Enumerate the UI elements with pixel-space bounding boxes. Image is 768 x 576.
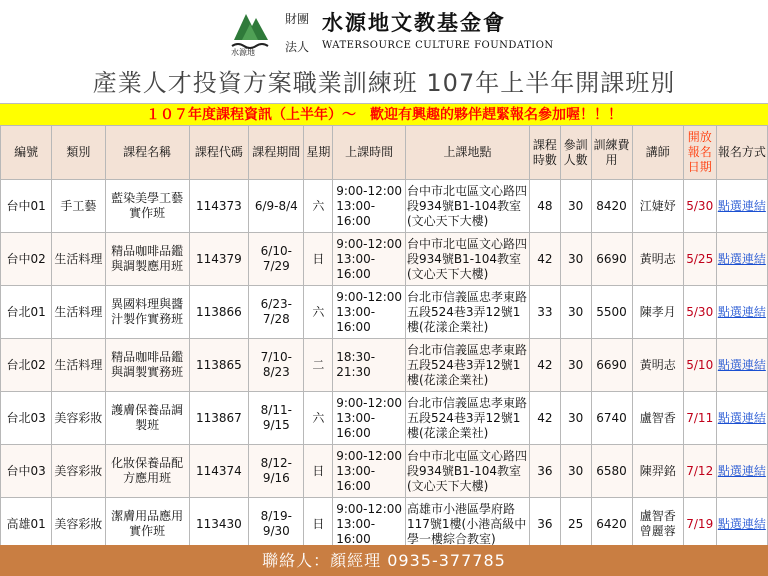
cell-hours: 42: [530, 233, 561, 286]
col-header-open-date: 開放報名日期: [683, 126, 716, 180]
cell-open-date: 5/25: [683, 233, 716, 286]
cell-period: 8/12-9/16: [249, 445, 304, 498]
cell-id: 台北03: [1, 392, 52, 445]
cell-category: 美容彩妝: [52, 445, 105, 498]
cell-teacher: 盧智香: [632, 392, 683, 445]
register-link[interactable]: 點選連結: [717, 463, 766, 478]
announcement-banner: １０７年度課程資訊（上半年）～ 歡迎有興趣的夥伴趕緊報名參加喔！！！: [0, 103, 768, 126]
cell-period: 8/11-9/15: [249, 392, 304, 445]
cell-weekday: 六: [304, 286, 333, 339]
cell-name: 精品咖啡品鑑與調製應用班: [105, 233, 189, 286]
cell-fee: 6740: [591, 392, 632, 445]
cell-hours: 42: [530, 339, 561, 392]
col-header-category: 類別: [52, 126, 105, 180]
cell-register: [716, 233, 767, 286]
cell-seats: 30: [560, 286, 591, 339]
cell-fee: 6420: [591, 498, 632, 551]
col-header-id: 編號: [1, 126, 52, 180]
cell-place: 台中市北屯區文心路四段934號B1-104教室(文心天下大樓): [405, 180, 529, 233]
col-header-fee: 訓練費用: [591, 126, 632, 180]
cell-fee: 8420: [591, 180, 632, 233]
cell-time: 18:30-21:30: [333, 339, 406, 392]
cell-time: 9:00-12:00 13:00-16:00: [333, 233, 406, 286]
table-row: [1, 498, 768, 551]
cell-register: [716, 339, 767, 392]
logo-text: 水源地: [231, 48, 255, 56]
org-label-top: 財團: [285, 12, 310, 26]
cell-id: 台中02: [1, 233, 52, 286]
cell-id: 台中03: [1, 445, 52, 498]
cell-fee: 5500: [591, 286, 632, 339]
cell-code: 113865: [189, 339, 248, 392]
cell-weekday: 六: [304, 392, 333, 445]
cell-period: 8/19-9/30: [249, 498, 304, 551]
cell-teacher: 盧智香 曾麗蓉: [632, 498, 683, 551]
cell-code: 113867: [189, 392, 248, 445]
table-row: [1, 392, 768, 445]
table-row: [1, 339, 768, 392]
cell-id: 高雄01: [1, 498, 52, 551]
cell-fee: 6690: [591, 233, 632, 286]
cell-category: 美容彩妝: [52, 498, 105, 551]
cell-code: 113430: [189, 498, 248, 551]
cell-weekday: 日: [304, 445, 333, 498]
cell-teacher: 江婕妤: [632, 180, 683, 233]
page-title: 產業人才投資方案職業訓練班 107年上半年開課班別: [92, 69, 676, 97]
cell-open-date: 7/19: [683, 498, 716, 551]
col-header-time: 上課時間: [333, 126, 406, 180]
cell-id: 台中01: [1, 180, 52, 233]
cell-weekday: 六: [304, 180, 333, 233]
cell-seats: 30: [560, 445, 591, 498]
cell-code: 114374: [189, 445, 248, 498]
cell-name: 藍染美學工藝實作班: [105, 180, 189, 233]
cell-place: 高雄市小港區學府路117號1樓(小港高級中學一樓綜合教室): [405, 498, 529, 551]
cell-code: 113866: [189, 286, 248, 339]
cell-hours: 36: [530, 498, 561, 551]
cell-hours: 33: [530, 286, 561, 339]
register-link[interactable]: 點選連結: [717, 304, 766, 319]
cell-place: 台中市北屯區文心路四段934號B1-104教室(文心天下大樓): [405, 445, 529, 498]
cell-teacher: 黃明志: [632, 339, 683, 392]
register-link[interactable]: 點選連結: [717, 516, 766, 531]
cell-time: 9:00-12:00 13:00-16:00: [333, 286, 406, 339]
table-header-row: [1, 126, 768, 180]
col-header-teacher: 講師: [632, 126, 683, 180]
col-header-register: 報名方式: [716, 126, 767, 180]
cell-seats: 30: [560, 180, 591, 233]
cell-time: 9:00-12:00 13:00-16:00: [333, 180, 406, 233]
table-row: [1, 445, 768, 498]
table-row: [1, 286, 768, 339]
cell-open-date: 5/30: [683, 286, 716, 339]
cell-name: 異國料理與醬汁製作實務班: [105, 286, 189, 339]
col-header-place: 上課地點: [405, 126, 529, 180]
cell-name: 護膚保養品調製班: [105, 392, 189, 445]
cell-code: 114373: [189, 180, 248, 233]
cell-code: 114379: [189, 233, 248, 286]
cell-seats: 25: [560, 498, 591, 551]
cell-teacher: 陳羿銘: [632, 445, 683, 498]
cell-hours: 36: [530, 445, 561, 498]
cell-period: 7/10-8/23: [249, 339, 304, 392]
cell-time: 9:00-12:00 13:00-16:00: [333, 445, 406, 498]
col-header-name: 課程名稱: [105, 126, 189, 180]
cell-teacher: 陳孝月: [632, 286, 683, 339]
cell-name: 化妝保養品配方應用班: [105, 445, 189, 498]
course-table: [0, 125, 768, 551]
cell-hours: 42: [530, 392, 561, 445]
col-header-period: 課程期間: [249, 126, 304, 180]
cell-seats: 30: [560, 233, 591, 286]
cell-place: 台北市信義區忠孝東路五段524巷3弄12號1樓(花漾企業社): [405, 286, 529, 339]
cell-open-date: 7/11: [683, 392, 716, 445]
table-row: [1, 233, 768, 286]
cell-name: 潔膚用品應用實作班: [105, 498, 189, 551]
org-name: 水源地文教基金會: [322, 10, 506, 35]
cell-category: 生活料理: [52, 286, 105, 339]
cell-hours: 48: [530, 180, 561, 233]
cell-category: 美容彩妝: [52, 392, 105, 445]
col-header-code: 課程代碼: [189, 126, 248, 180]
cell-register: [716, 286, 767, 339]
org-label-bottom: 法人: [285, 40, 310, 54]
cell-open-date: 5/10: [683, 339, 716, 392]
cell-weekday: 二: [304, 339, 333, 392]
col-header-weekday: 星期: [304, 126, 333, 180]
table-row: [1, 180, 768, 233]
cell-weekday: 日: [304, 498, 333, 551]
cell-category: 生活料理: [52, 233, 105, 286]
col-header-hours: 課程時數: [530, 126, 561, 180]
cell-open-date: 5/30: [683, 180, 716, 233]
mountain-logo-icon: [228, 6, 280, 56]
cell-fee: 6690: [591, 339, 632, 392]
register-link[interactable]: 點選連結: [717, 198, 766, 213]
cell-weekday: 日: [304, 233, 333, 286]
register-link[interactable]: 點選連結: [717, 251, 766, 266]
cell-id: 台北01: [1, 286, 52, 339]
cell-period: 6/9-8/4: [249, 180, 304, 233]
cell-register: [716, 180, 767, 233]
cell-period: 6/10-7/29: [249, 233, 304, 286]
cell-time: 9:00-12:00 13:00-16:00: [333, 392, 406, 445]
cell-name: 精品咖啡品鑑與調製實務班: [105, 339, 189, 392]
cell-register: [716, 392, 767, 445]
contact-footer: 聯絡人：顏經理 0935-377785: [0, 545, 768, 576]
col-header-seats: 參訓人數: [560, 126, 591, 180]
cell-seats: 30: [560, 339, 591, 392]
cell-period: 6/23-7/28: [249, 286, 304, 339]
org-header: [0, 0, 768, 62]
register-link[interactable]: 點選連結: [717, 357, 766, 372]
cell-teacher: 黃明志: [632, 233, 683, 286]
cell-category: 生活料理: [52, 339, 105, 392]
cell-place: 台北市信義區忠孝東路五段524巷3弄12號1樓(花漾企業社): [405, 392, 529, 445]
cell-register: [716, 445, 767, 498]
cell-place: 台北市信義區忠孝東路五段524巷3弄12號1樓(花漾企業社): [405, 339, 529, 392]
cell-time: 9:00-12:00 13:00-16:00: [333, 498, 406, 551]
cell-open-date: 7/12: [683, 445, 716, 498]
cell-category: 手工藝: [52, 180, 105, 233]
cell-place: 台中市北屯區文心路四段934號B1-104教室(文心天下大樓): [405, 233, 529, 286]
org-name-en: WATERSOURCE CULTURE FOUNDATION: [322, 40, 554, 51]
cell-fee: 6580: [591, 445, 632, 498]
cell-seats: 30: [560, 392, 591, 445]
cell-register: [716, 498, 767, 551]
register-link[interactable]: 點選連結: [717, 410, 766, 425]
cell-id: 台北02: [1, 339, 52, 392]
